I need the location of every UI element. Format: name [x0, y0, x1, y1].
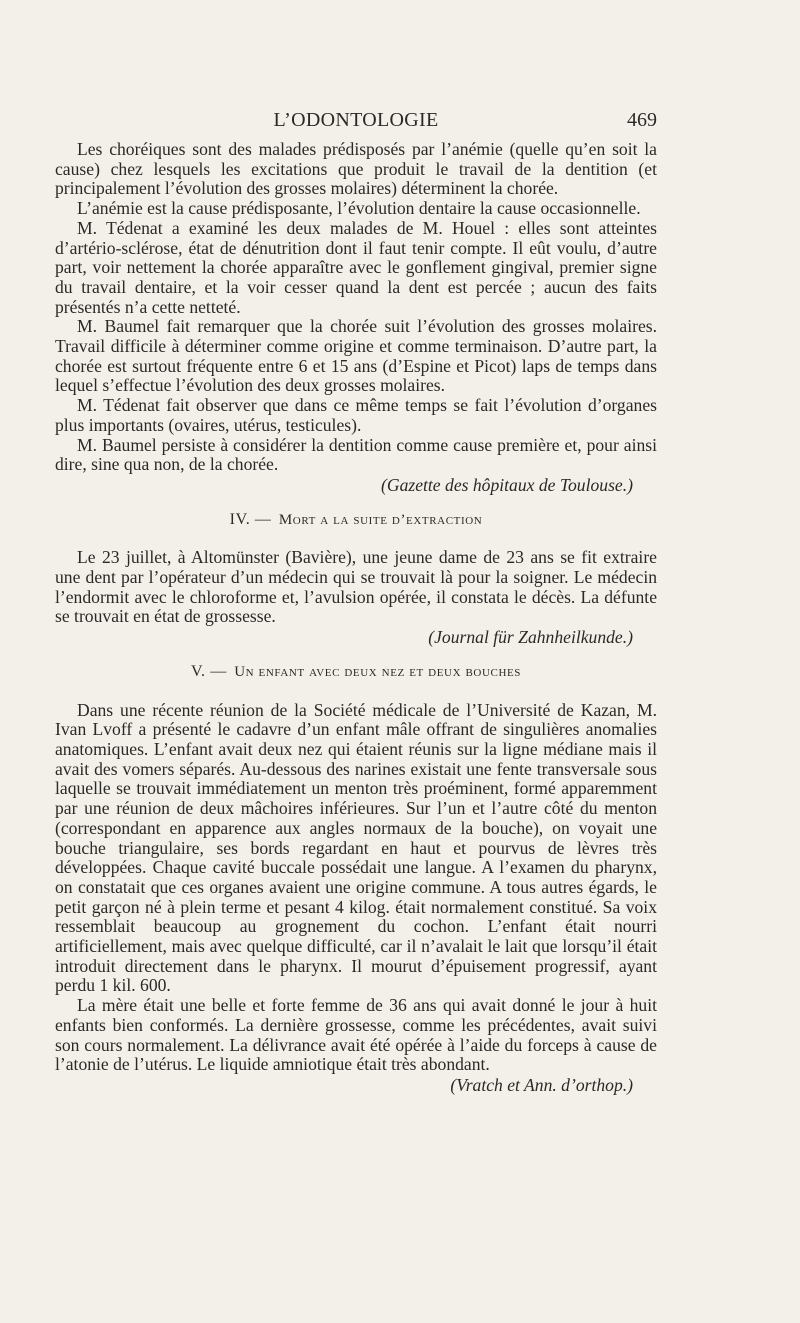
paragraph: Dans une récente réunion de la Société médicale de l’Université de Kazan, M. Ivan Lvoff a présenté le cadavre d’un enfant mâle offrant de singulières anomalies anatomiques. L’enfant avait deux nez qui étaient réunis sur la ligne médiane mais il avait des vomers séparés. Au-dessous des narines existait une fente transversale sous laquelle se trouvait immédiatement un menton très proéminent, formé apparemment par une réunion de deux mâchoires inférieures. Sur l’un et l’autre côté du menton (correspondant en apparence aux angles normaux de la bouche), on voyait une bouche triangulaire, ses bords regardant en haut et pourvus de lèvres très développées. Chaque cavité buccale possédait une langue. A l’examen du pharynx, on constatait que ces organes avaient une origine commune. A tous autres égards, le petit garçon né à plein terme et pesant 4 kilog. était normalement constitué. Sa voix ressemblait beaucoup au grognement du cochon. L’enfant était nourri artificiellement, mais avec quelque difficulté, car il n’avalait le lait que lorsqu’il était introduit directement dans le pharynx. Il mourut d’épuisement progressif, ayant perdu 1 kil. 600. [55, 699, 657, 996]
section-title: Mort a la suite d’extraction [278, 511, 483, 528]
source-citation: (Vratch et Ann. d’orthop.) [450, 1074, 633, 1095]
body-text [55, 140, 657, 1096]
journal-title: L’ODONTOLOGIE [273, 109, 439, 131]
section-title: Un enfant avec deux nez et deux bouches [234, 663, 522, 680]
source-citation: (Journal für Zahnheilkunde.) [428, 627, 633, 648]
paragraph: La mère était une belle et forte femme de 36 ans qui avait donné le jour à huit enfants bien conformés. La dernière grossesse, comme les précédentes, avait suivi son cours normalement. La délivrance avait été opérée à l’aide du forceps à cause de l’atonie de l’utérus. Le liquide amniotique était très abondant. [55, 995, 657, 1075]
paragraph: L’anémie est la cause prédisposante, l’évolution dentaire la cause occasionnelle. [77, 198, 641, 219]
paragraph: M. Tédenat a examiné les deux malades de M. Houel : elles sont atteintes d’artério-sclérose, état de dénutrition dont il faut tenir compte. Il eût voulu, d’autre part, voir nettement la chorée apparaître avec le gonflement gingival, premier signe du travail dentaire, et la voir cesser quand la dent est percée ; aucun des faits présentés n’a cette netteté. [55, 217, 657, 317]
section-number: IV. — [229, 510, 272, 528]
paragraph: M. Baumel persiste à considérer la dentition comme cause première et, pour ainsi dire, sine qua non, de la chorée. [55, 434, 657, 475]
section-heading-5 [55, 662, 657, 683]
source-citation: (Gazette des hôpitaux de Toulouse.) [381, 474, 633, 495]
paragraph: Le 23 juillet, à Altomünster (Bavière), une jeune dame de 23 ans se fit extraire une dent par l’opérateur d’un médecin qui se trouvait là pour la soigner. Le médecin l’endormit avec le chloroforme et, l’avulsion opérée, il constata le décès. La défunte se trouvait en état de grossesse. [55, 547, 657, 627]
page-number: 469 [627, 109, 657, 131]
paragraph: M. Baumel fait remarquer que la chorée suit l’évolution des grosses molaires. Travail difficile à déterminer comme origine et comme terminaison. D’autre part, la chorée est surtout fréquente entre 6 et 15 ans (d’Espine et Picot) laps de temps dans lequel s’effectue l’évolution des deux grosses molaires. [55, 316, 657, 396]
running-header [55, 106, 657, 134]
paragraph: Les choréiques sont des malades prédisposés par l’anémie (quelle qu’en soit la cause) chez lesquels les excitations que produit le travail de la dentition (et principalement l’évolution des grosses molaires) déterminent la chorée. [55, 139, 657, 199]
section-heading-4 [55, 510, 657, 531]
section-number: V. — [190, 662, 227, 680]
paragraph: M. Tédenat fait observer que dans ce même temps se fait l’évolution d’organes plus importants (ovaires, utérus, testicules). [55, 395, 657, 435]
